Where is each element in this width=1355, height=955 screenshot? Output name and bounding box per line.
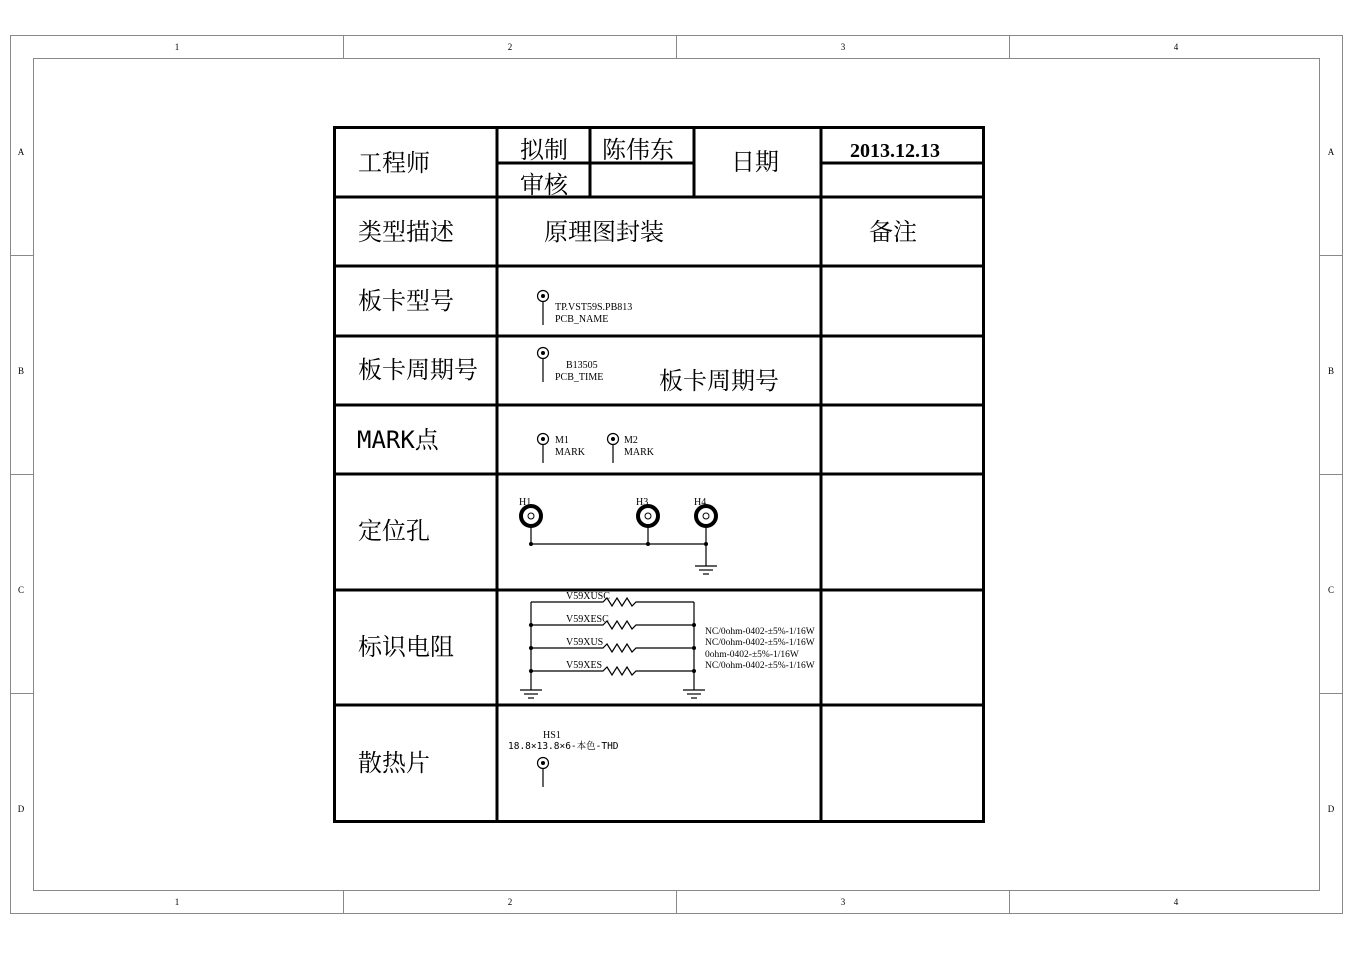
heatsink-value: 18.8×13.8×6-本色-THD — [508, 741, 619, 752]
heatsink-ref: HS1 — [543, 730, 561, 741]
frame-row-labels — [18, 147, 1335, 814]
resistor-1-ref: V59XUSC — [566, 591, 610, 602]
mark-m2-value: MARK — [624, 447, 655, 458]
date-label: 日期 — [731, 148, 779, 176]
resistor-4-value: NC/0ohm-0402-±5%-1/16W — [705, 661, 815, 671]
hole-h3-ref: H3 — [636, 497, 649, 508]
mark-label: MARK点 — [357, 426, 439, 454]
id-resistor-label: 标识电阻 — [358, 633, 454, 661]
resistor-2-ref: V59XESC — [566, 614, 609, 625]
mounting-holes — [519, 497, 717, 574]
col-label-bottom-3: 3 — [840, 897, 846, 907]
row-label-left-a: A — [17, 147, 25, 157]
heatsink-symbol — [508, 730, 619, 787]
resistor-1-value: NC/0ohm-0402-±5%-1/16W — [705, 627, 815, 637]
type-value: 原理图封装 — [544, 218, 664, 246]
col-label-top-4: 4 — [1173, 42, 1179, 52]
col-label-top-1: 1 — [174, 42, 180, 52]
col-label-bottom-4: 4 — [1173, 897, 1179, 907]
col-label-top-2: 2 — [507, 42, 513, 52]
date-value: 2013.12.13 — [850, 140, 940, 162]
row-label-left-c: C — [17, 585, 25, 595]
row-label-right-c: C — [1327, 585, 1335, 595]
col-label-bottom-2: 2 — [507, 897, 513, 907]
hole-h4-ref: H4 — [694, 497, 707, 508]
pcb-time-value: B13505 — [566, 360, 598, 371]
row-label-left-b: B — [17, 366, 25, 376]
pcb-name-ref: PCB_NAME — [555, 314, 609, 325]
draft-name: 陈伟东 — [602, 136, 674, 164]
resistor-4-ref: V59XES — [566, 660, 603, 671]
col-label-top-3: 3 — [840, 42, 846, 52]
row-label-right-d: D — [1327, 804, 1335, 814]
board-model-label: 板卡型号 — [358, 287, 454, 315]
pcb-name-value: TP.VST59S.PB813 — [555, 302, 633, 313]
review-label: 审核 — [520, 171, 568, 199]
remark-label: 备注 — [869, 218, 917, 246]
row-label-right-a: A — [1327, 147, 1335, 157]
heatsink-label: 散热片 — [358, 749, 430, 777]
resistor-3-value: 0ohm-0402-±5%-1/16W — [705, 650, 799, 660]
draft-label: 拟制 — [520, 136, 568, 164]
hole-h1-ref: H1 — [519, 497, 532, 508]
id-resistor-network — [520, 598, 705, 698]
row-label-left-d: D — [17, 804, 25, 814]
pcb-time-ref: PCB_TIME — [555, 372, 604, 383]
id-resistor-labels — [566, 591, 815, 671]
board-cycle-note: 板卡周期号 — [659, 367, 779, 395]
mark-m1-value: MARK — [555, 447, 586, 458]
mark-m1-ref: M1 — [555, 435, 569, 446]
col-label-bottom-1: 1 — [174, 897, 180, 907]
hole-label: 定位孔 — [358, 517, 430, 545]
board-cycle-label: 板卡周期号 — [358, 356, 478, 384]
pcb-time-symbol — [538, 348, 604, 384]
type-label: 类型描述 — [358, 218, 454, 246]
mark-m2-ref: M2 — [624, 435, 638, 446]
resistor-2-value: NC/0ohm-0402-±5%-1/16W — [705, 638, 815, 648]
row-label-right-b: B — [1327, 366, 1335, 376]
pcb-name-symbol — [538, 291, 633, 326]
mark-m1-symbol — [538, 434, 586, 464]
mark-m2-symbol — [608, 434, 655, 464]
resistor-3-ref: V59XUS — [566, 637, 604, 648]
engineer-label: 工程师 — [358, 149, 430, 177]
